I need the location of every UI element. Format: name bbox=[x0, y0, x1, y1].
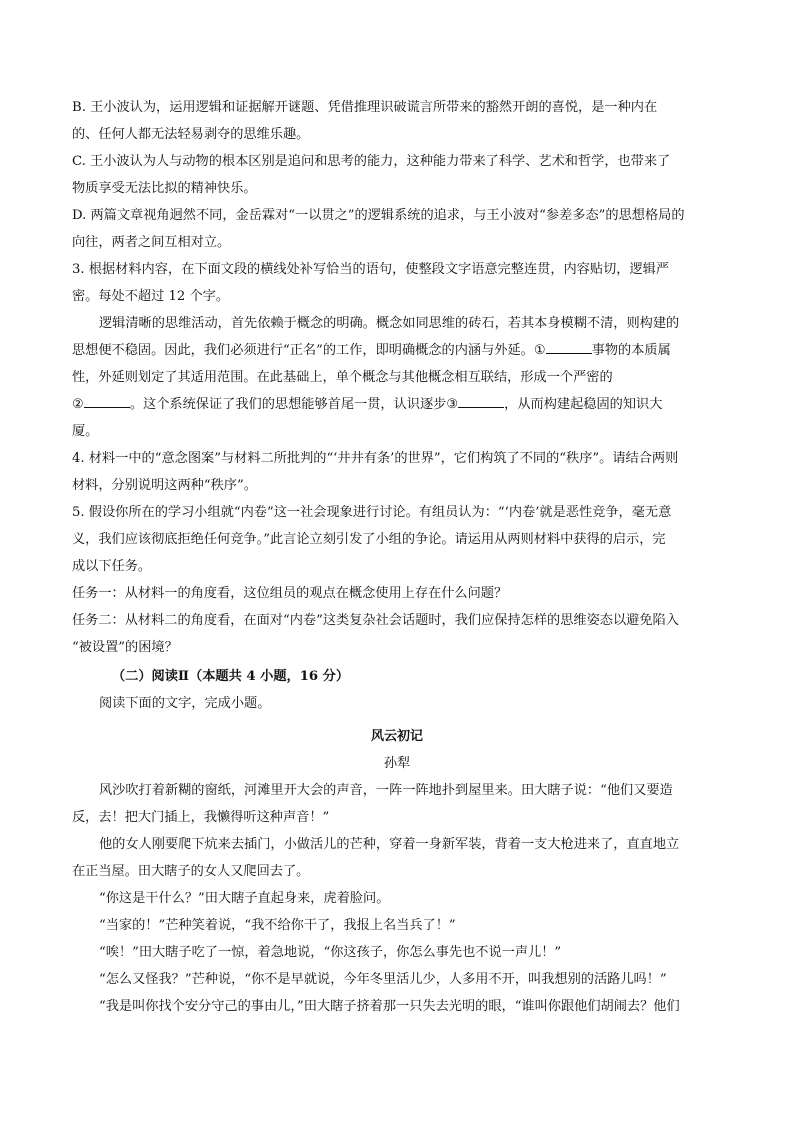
task-1: 任务一：从材料一的角度看，这位组员的观点在概念使用上存在什么问题？ bbox=[72, 586, 508, 601]
story-line-2: 反，去！把大门插上，我懒得听这种声音！” bbox=[72, 810, 330, 825]
story-line-6: “当家的！”芒种笑着说，“我不给你干了，我报上名当兵了！” bbox=[99, 918, 456, 933]
question-5-line-1: 5. 假设你所在的学习小组就“内卷”这一社会现象进行讨论。有组员认为：“‘内卷’就是恶性竞争，毫无意 bbox=[72, 505, 672, 520]
option-b-line-1: B. 王小波认为，运用逻辑和证据解开谜题、凭借推理识破谎言所带来的豁然开朗的喜悦，是一种内在 bbox=[72, 100, 658, 115]
story-line-3: 他的女人刚要爬下炕来去插门，小做活儿的芒种，穿着一身新军装，背着一支大枪进来了，直直地立 bbox=[99, 837, 680, 852]
section-heading: （二）阅读Ⅱ（本题共 4 小题，16 分） bbox=[112, 669, 350, 684]
question-4-line-1: 4. 材料一中的“意念图案”与材料二所批判的“‘井井有条’的世界”，它们构筑了不同的“秩序”。请结合两则 bbox=[72, 451, 679, 466]
passage-line-2-text: 思想便不稳固。因此，我们必须进行“正名”的工作，即明确概念的内涵与外延。 bbox=[72, 343, 534, 358]
blank-marker-1: ① bbox=[533, 343, 546, 358]
blank-marker-2: ② bbox=[72, 397, 84, 412]
option-c-line-2: 物质享受无法比拟的精神快乐。 bbox=[72, 181, 257, 196]
passage-line-2-tail: 事物的本质属 bbox=[591, 343, 671, 358]
task-2-line-1: 任务二：从材料二的角度看，在面对“内卷”这类复杂社会话题时，我们应保持怎样的思维姿态以避免陷入 bbox=[72, 613, 679, 628]
blank-marker-3: ③ bbox=[446, 397, 459, 412]
story-line-5: “你这是干什么？”田大瞎子直起身来，虎着脸问。 bbox=[99, 891, 390, 906]
task-2-line-2: “被设置”的困境？ bbox=[72, 640, 178, 655]
question-3-line-1: 3. 根据材料内容，在下面文段的横线处补写恰当的语句，使整段文字语意完整连贯，内容贴切，逻辑严 bbox=[72, 262, 670, 277]
option-d-line-1: D. 两篇文章视角迥然不同，金岳霖对“一以贯之”的逻辑系统的追求，与王小波对“参差多态”的思想格局的 bbox=[72, 208, 685, 223]
passage-line-2 bbox=[72, 337, 722, 364]
option-c-line-1: C. 王小波认为人与动物的根本区别是追问和思考的能力，这种能力带来了科学、艺术和哲学，也带来了 bbox=[72, 154, 671, 169]
story-line-9: “我是叫你找个安分守己的事由儿，”田大瞎子挤着那一只失去光明的眼，“谁叫你跟他们胡闹去？他们 bbox=[99, 999, 680, 1014]
story-line-8: “怎么又怪我？”芒种说，“你不是早就说，今年冬里活儿少，人多用不开，叫我想别的活路儿吗！” bbox=[99, 972, 667, 987]
blank-3[interactable] bbox=[458, 393, 504, 408]
option-b-line-2: 的、任何人都无法轻易剥夺的思维乐趣。 bbox=[72, 127, 310, 142]
article-title: 风云初记 bbox=[370, 729, 423, 744]
passage-line-4-mid: 。这个系统保证了我们的思想能够首尾一贯，认识逐步 bbox=[129, 397, 447, 412]
question-4-line-2: 材料，分别说明这两种“秩序”。 bbox=[72, 478, 257, 493]
reading-instruction: 阅读下面的文字，完成小题。 bbox=[99, 696, 271, 711]
question-3-line-2: 密。每处不超过 12 个字。 bbox=[72, 289, 230, 304]
story-line-4: 在正当屋。田大瞎子的女人又爬回去了。 bbox=[72, 864, 310, 879]
question-5-line-2: 义，我们应该彻底拒绝任何竞争。”此言论立刻引发了小组的争论。请运用从两则材料中获得的启示，完 bbox=[72, 532, 666, 547]
story-line-1: 风沙吹打着新糊的窗纸，河滩里开大会的声音，一阵一阵地扑到屋里来。田大瞎子说：“他们又要造 bbox=[99, 783, 673, 798]
passage-line-3: 性，外延则划定了其适用范围。在此基础上，单个概念与其他概念相互联结，形成一个严密的 bbox=[72, 370, 613, 385]
article-author: 孙犁 bbox=[383, 756, 411, 771]
blank-2[interactable] bbox=[84, 393, 130, 408]
passage-line-5: 厦。 bbox=[72, 424, 99, 439]
question-5-line-3: 成以下任务。 bbox=[72, 559, 152, 574]
passage-line-1: 逻辑清晰的思维活动，首先依赖于概念的明确。概念如同思维的砖石，若其本身模糊不清，则构建的 bbox=[99, 316, 680, 331]
option-d-line-2: 向往，两者之间互相对立。 bbox=[72, 235, 231, 250]
document-page bbox=[72, 94, 722, 1020]
story-line-7: “唉！”田大瞎子吃了一惊，着急地说，“你这孩子，你怎么事先也不说一声儿！” bbox=[99, 945, 562, 960]
blank-1[interactable] bbox=[546, 339, 592, 354]
passage-line-4-tail: ，从而构建起稳固的知识大 bbox=[504, 397, 663, 412]
passage-line-4 bbox=[72, 391, 722, 418]
